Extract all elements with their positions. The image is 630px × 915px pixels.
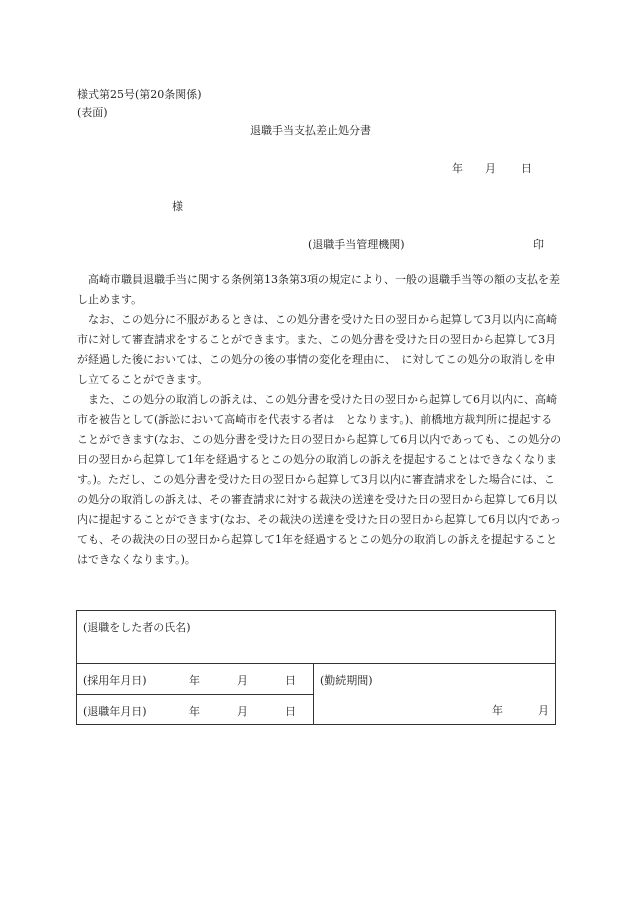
paragraph-2: なお、この処分に不服があるときは、この処分書を受けた日の翌日から起算して3月以内に高崎市に対して審査請求をすることができます。また、この処分書を受けた日の翌日から起算して3月が経過した後においては、この処分の後の事情の変化を理由に、 に対してこの処分の取消しを申し立てることができます。 [77,313,557,386]
service-period-label: (勤続期間) [320,674,373,687]
service-period-cell [314,664,556,725]
hire-year: 年 [189,674,200,687]
body-text [77,270,562,570]
retire-month: 月 [237,705,248,718]
hire-month: 月 [237,674,248,687]
hire-date-label: (採用年月日) [83,674,147,687]
hire-date-cell [77,664,314,695]
retire-date-cell [77,695,314,725]
seal-mark: 印 [533,238,544,251]
form-number: 様式第25号(第20条関係) [77,88,202,101]
retire-year: 年 [189,705,200,718]
hire-day: 日 [285,674,296,687]
retiree-info-table [76,610,556,725]
side-label: (表面) [77,106,108,119]
document-title: 退職手当支払差止処分書 [250,124,371,137]
date-day: 日 [521,162,532,175]
date-year: 年 [452,162,463,175]
retire-date-label: (退職年月日) [83,705,147,718]
issuer-agency: (退職手当管理機関) [308,238,405,251]
paragraph-3: また、この処分の取消しの訴えは、この処分書を受けた日の翌日から起算して6月以内に、高崎市を被告として(訴訟において高崎市を代表する者は となります。)、前橋地方裁判所に提起することができます(なお、この処分書を受けた日の翌日から起算して6月以内であっても、この処分の日の翌日から起算して1年を経過するとこの処分の取消しの訴えを提起することはできなくなります。)。ただし、この処分書を受けた日の翌日から起算して3月以内に審査請求をした場合には、この処分の取消しの訴えは、その審査請求に対する裁決の送達を受けた日の翌日から起算して6月以内に提起することができます(なお、その裁決の送達を受けた日の翌日から起算して6月以内であっても、その裁決の日の翌日から起算して1年を経過するとこの処分の取消しの訴えを提起することはできなくなります。)。 [77,393,562,566]
paragraph-1: 高崎市職員退職手当に関する条例第13条第3項の規定により、一般の退職手当等の額の支払を差し止めます。 [77,273,560,306]
name-label: (退職をした者の氏名) [83,621,191,634]
name-cell [77,611,556,664]
addressee-suffix: 様 [172,200,183,213]
service-year: 年 [492,704,503,717]
service-month: 月 [538,704,549,717]
retire-day: 日 [285,705,296,718]
date-month: 月 [485,162,496,175]
